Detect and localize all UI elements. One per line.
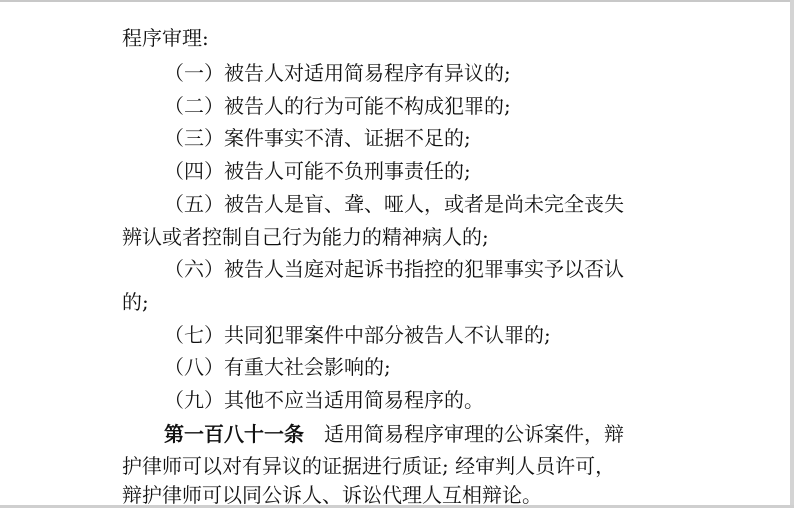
article-line-2: 护律师可以对有异议的证据进行质证; 经审判人员许可， [122,454,616,478]
list-item-7: （七）共同犯罪案件中部分被告人不认罪的; [164,323,551,347]
article-first-line [164,416,624,452]
top-border [0,0,794,2]
list-item-5-continued: 辨认或者控制自己行为能力的精神病人的; [122,225,489,249]
list-item-3: （三）案件事实不清、证据不足的; [164,126,471,150]
list-item-2: （二）被告人的行为可能不构成犯罪的; [164,94,511,118]
text-line-continuation: 程序审理: [122,26,209,50]
article-line-3: 辩护律师可以同公诉人、诉讼代理人互相辩论。 [122,483,542,507]
list-item-6: （六）被告人当庭对起诉书指控的犯罪事实予以否认 [164,257,624,281]
list-item-8: （八）有重大社会影响的; [164,355,391,379]
article-number: 第一百八十一条 [164,422,304,446]
right-border [790,0,794,508]
list-item-4: （四）被告人可能不负刑事责任的; [164,159,471,183]
article-text-1: 适用简易程序审理的公诉案件，辩 [324,422,624,446]
list-item-5: （五）被告人是盲、聋、哑人，或者是尚未完全丧失 [164,192,624,216]
list-item-1: （一）被告人对适用简易程序有异议的; [164,61,511,85]
list-item-6-continued: 的; [122,290,149,314]
list-item-9: （九）其他不应当适用简易程序的。 [164,388,484,412]
